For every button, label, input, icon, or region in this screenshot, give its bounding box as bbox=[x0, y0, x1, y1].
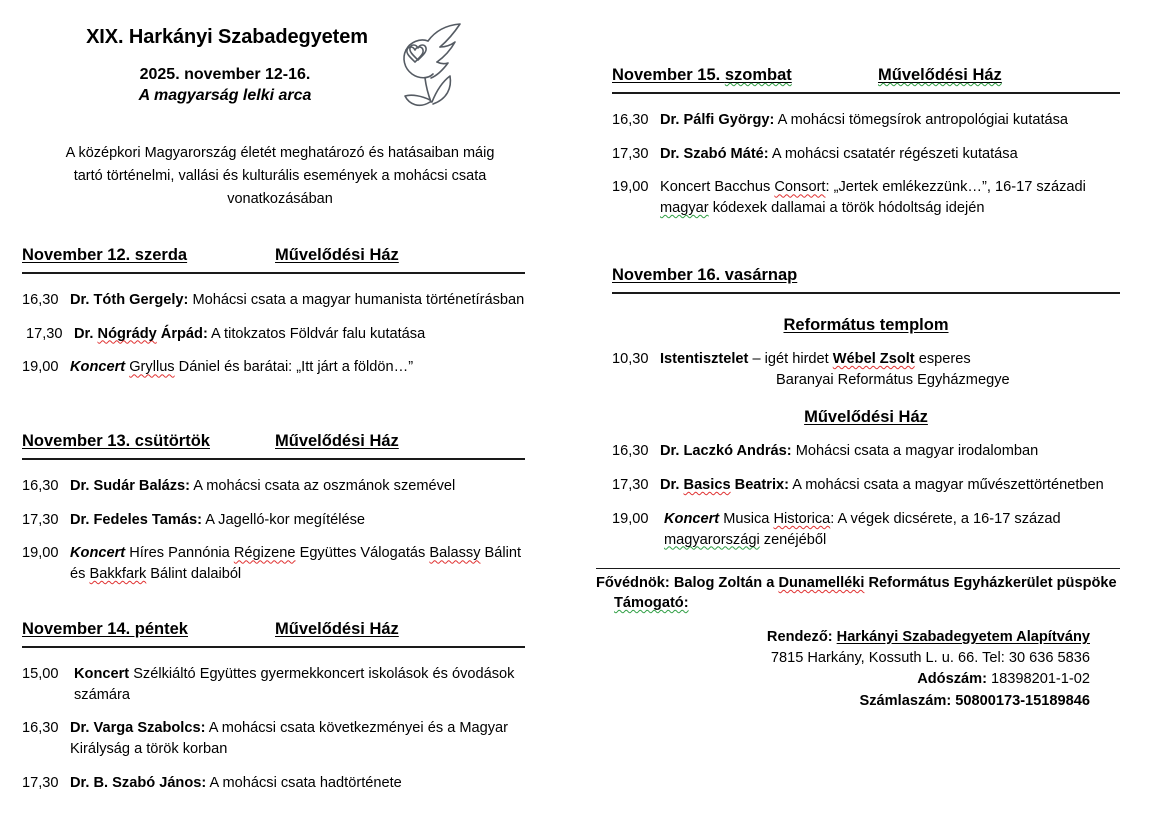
event-subtitle: Baranyai Református Egyházmegye bbox=[776, 371, 1010, 388]
event-description bbox=[74, 324, 525, 345]
event-row bbox=[612, 177, 1120, 218]
event-row bbox=[22, 476, 525, 497]
left-column bbox=[0, 0, 570, 821]
subvenue-heading-church: Református templom bbox=[783, 316, 949, 334]
event-speaker: Koncert bbox=[664, 510, 720, 527]
event-row bbox=[612, 349, 1120, 390]
day-section-nov14 bbox=[22, 620, 525, 807]
event-time: 19,00 bbox=[612, 510, 649, 527]
event-title: A mohácsi csatatér régészeti kutatása bbox=[768, 145, 1018, 162]
event-description bbox=[660, 110, 1120, 131]
event-speaker: Istentisztelet bbox=[660, 351, 749, 367]
event-time: 17,30 bbox=[22, 774, 59, 791]
event-description bbox=[660, 475, 1120, 496]
event-list bbox=[612, 110, 1120, 219]
event-list-church bbox=[612, 349, 1120, 390]
organizer-address: 7815 Harkány, Kossuth L. u. 66. Tel: 30 636 5836 bbox=[770, 650, 1090, 667]
day-header-nov13 bbox=[22, 432, 525, 460]
event-title: A mohácsi csata hadtörténete bbox=[206, 774, 402, 791]
day-section-nov13 bbox=[22, 432, 525, 598]
supporter-label: Támogató: bbox=[614, 594, 689, 611]
event-preacher: Wébel Zsolt bbox=[832, 351, 915, 367]
organizer-name: Harkányi Szabadegyetem Alapítvány bbox=[836, 628, 1090, 645]
tax-number-line: Adószám: 18398201-1-02 bbox=[917, 671, 1090, 688]
event-description bbox=[660, 144, 1120, 165]
event-time: 17,30 bbox=[22, 511, 59, 528]
day-section-nov12 bbox=[22, 246, 525, 391]
event-list-house bbox=[612, 441, 1120, 550]
event-title: Bacchus Consort: „Jertek emlékezzünk…”, 16-17 századi magyar kódexek dallamai a török hódoltság idején bbox=[660, 179, 1086, 217]
event-speaker: Dr. Tóth Gergely: bbox=[70, 292, 189, 308]
event-title: A mohácsi csata a magyar művészettörténetben bbox=[789, 477, 1104, 494]
dove-with-heart-and-leaves-logo-icon bbox=[392, 22, 484, 122]
event-time: 16,30 bbox=[22, 478, 59, 494]
venue-label: Művelődési Ház bbox=[275, 432, 399, 450]
event-row bbox=[22, 543, 525, 584]
day-header-nov15 bbox=[612, 66, 1120, 94]
account-number-line: Számlaszám: 50800173-15189846 bbox=[859, 692, 1090, 709]
event-speaker: Koncert bbox=[70, 359, 126, 376]
event-description bbox=[660, 177, 1120, 218]
day-section-nov15 bbox=[612, 66, 1120, 232]
event-speaker: Dr. B. Szabó János: bbox=[70, 774, 207, 791]
footer-block bbox=[596, 562, 1120, 712]
event-description bbox=[70, 543, 525, 584]
page-title: XIX. Harkányi Szabadegyetem bbox=[86, 26, 368, 48]
event-row bbox=[22, 324, 525, 345]
event-time: 19,00 bbox=[22, 359, 59, 376]
event-title: Híres Pannónia Régizene Együttes Válogatás Balassy Bálint és Bakkfark Bálint dalaiból bbox=[70, 545, 522, 583]
event-description bbox=[70, 510, 525, 531]
day-label: November 12. szerda bbox=[22, 246, 188, 264]
event-time: 16,30 bbox=[612, 443, 649, 460]
event-row bbox=[22, 510, 525, 531]
day-label: November 14. péntek bbox=[22, 620, 188, 638]
event-title: A mohácsi csata következményei és a Magyar Királyság a török korban bbox=[70, 720, 509, 758]
right-column bbox=[580, 0, 1151, 821]
event-title: Mohácsi csata a magyar irodalomban bbox=[791, 443, 1039, 460]
event-title: A mohácsi tömegsírok antropológiai kutatása bbox=[774, 112, 1069, 128]
event-list bbox=[22, 290, 525, 378]
day-header-nov14 bbox=[22, 620, 525, 648]
event-time: 17,30 bbox=[26, 325, 63, 342]
footer-divider bbox=[596, 568, 1120, 569]
account-number: 50800173-15189846 bbox=[955, 692, 1090, 709]
event-description bbox=[70, 290, 525, 311]
event-title: – igét hirdet Wébel Zsolt esperes bbox=[748, 351, 971, 367]
event-time: 10,30 bbox=[612, 351, 649, 367]
event-row bbox=[612, 110, 1120, 131]
day-label: November 16. vasárnap bbox=[612, 266, 798, 284]
event-time: 19,00 bbox=[22, 545, 59, 562]
festival-description: A középkori Magyarország életét meghatározó és hatásaiban máig tartó történelmi, vallási és kulturális események a mohácsi csata vonatkozásában bbox=[65, 145, 495, 207]
event-speaker: Dr. Laczkó András: bbox=[660, 443, 792, 460]
patron-line: Fővédnök: Balog Zoltán a Dunamelléki Református Egyházkerület püspöke bbox=[596, 575, 1117, 591]
event-description bbox=[70, 476, 525, 497]
event-time: 17,30 bbox=[612, 145, 649, 162]
event-row bbox=[612, 509, 1120, 550]
festival-dates: 2025. november 12-16. bbox=[139, 66, 311, 83]
event-title: Szélkiáltó Együttes gyermekkoncert iskolások és óvodások számára bbox=[74, 666, 515, 703]
day-label: November 15. szombat bbox=[612, 66, 792, 84]
subvenue-heading-house: Művelődési Ház bbox=[804, 408, 928, 427]
event-row bbox=[22, 290, 525, 311]
event-speaker: Dr. Pálfi György: bbox=[660, 112, 775, 128]
day-header-nov16 bbox=[612, 266, 1120, 294]
event-time: 15,00 bbox=[22, 666, 59, 682]
event-speaker: Dr. Sudár Balázs: bbox=[70, 478, 191, 494]
event-title: Gryllus Dániel és barátai: „Itt járt a földön…” bbox=[129, 359, 414, 376]
event-time: 17,30 bbox=[612, 477, 649, 494]
event-speaker: Dr. Nógrády Árpád: bbox=[74, 325, 208, 342]
event-title: A Jagelló-kor megítélése bbox=[201, 511, 366, 528]
event-row bbox=[22, 357, 525, 378]
event-row bbox=[22, 718, 525, 759]
event-title: Musica Historica: A végek dicsérete, a 16-17 század magyarországi zenéjéből bbox=[664, 510, 1061, 548]
day-label: November 13. csütörtök bbox=[22, 432, 210, 450]
event-speaker: Koncert bbox=[70, 545, 126, 562]
event-description bbox=[664, 509, 1120, 550]
event-row bbox=[612, 441, 1120, 462]
event-time: 19,00 bbox=[612, 179, 649, 196]
event-description bbox=[660, 349, 1120, 390]
event-list bbox=[22, 664, 525, 794]
event-description bbox=[660, 441, 1120, 462]
day-header-nov12 bbox=[22, 246, 525, 274]
event-title: Mohácsi csata a magyar humanista történetírásban bbox=[188, 292, 525, 308]
event-description bbox=[70, 718, 525, 759]
event-title: A mohácsi csata az oszmánok szemével bbox=[190, 478, 456, 494]
event-time: 16,30 bbox=[612, 112, 649, 128]
event-row bbox=[22, 773, 525, 794]
day-section-nov16 bbox=[612, 266, 1120, 554]
event-description bbox=[74, 664, 525, 705]
organizer-line: Rendező: Harkányi Szabadegyetem Alapítvány bbox=[766, 628, 1090, 645]
event-row bbox=[612, 475, 1120, 496]
event-speaker: Dr. Szabó Máté: bbox=[660, 145, 769, 162]
event-time: 16,30 bbox=[22, 292, 59, 308]
event-row bbox=[22, 664, 525, 705]
event-description bbox=[70, 357, 525, 378]
venue-label: Művelődési Ház bbox=[275, 620, 399, 638]
tax-number: 18398201-1-02 bbox=[991, 671, 1090, 688]
event-title: A titokzatos Földvár falu kutatása bbox=[207, 325, 426, 342]
organizer-block bbox=[596, 627, 1120, 712]
event-speaker: Koncert bbox=[74, 666, 130, 682]
event-row bbox=[612, 144, 1120, 165]
event-description bbox=[70, 773, 525, 794]
festival-motto: A magyarság lelki arca bbox=[138, 87, 312, 104]
event-speaker: Dr. Basics Beatrix: bbox=[660, 477, 789, 494]
venue-label: Művelődési Ház bbox=[878, 66, 1002, 84]
event-speaker: Koncert bbox=[660, 179, 711, 196]
event-speaker: Dr. Varga Szabolcs: bbox=[70, 720, 206, 737]
event-speaker: Dr. Fedeles Tamás: bbox=[70, 511, 202, 528]
venue-label: Művelődési Ház bbox=[275, 246, 399, 264]
event-time: 16,30 bbox=[22, 720, 59, 737]
event-list bbox=[22, 476, 525, 585]
